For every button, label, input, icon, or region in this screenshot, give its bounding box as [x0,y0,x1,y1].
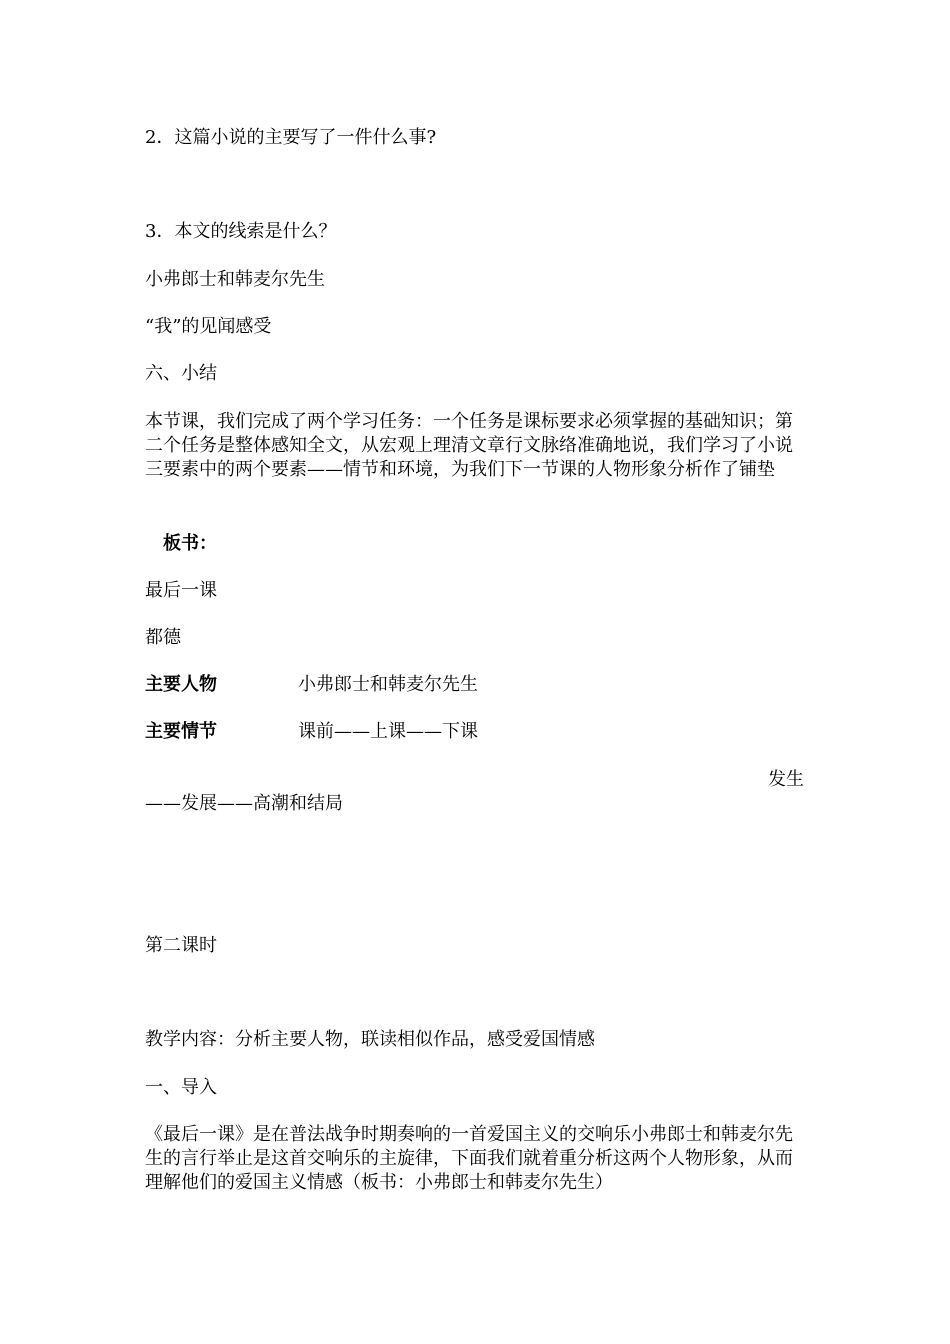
board-title: 最后一课 [145,580,217,601]
plot-label: 主要情节 [145,721,217,742]
characters-label: 主要人物 [145,674,217,695]
intro-paragraph: 《最后一课》是在普法战争时期奏响的一首爱国主义的交响乐小弗郎士和韩麦尔先生的言行举止是这首交响乐的主旋律，下面我们就着重分析这两个人物形象，从而理解他们的爱国主义情感（板书：小弗郎士和韩麦尔先生） [145,1124,793,1193]
plot-value: 课前——上课——下课 [298,721,478,742]
board-label: 板书： [163,533,217,554]
board-author: 都德 [145,627,181,648]
intro-heading: 一、导入 [145,1077,217,1098]
clue-line-2: “我”的见闻感受 [145,316,272,337]
lesson-2-content: 教学内容：分析主要人物，联读相似作品，感受爱国情感 [145,1029,595,1050]
question-3: 3．本文的线索是什么？ [145,221,337,242]
summary-heading: 六、小结 [145,363,217,384]
clue-line-1: 小弗郎士和韩麦尔先生 [145,269,325,290]
lesson-2-title: 第二课时 [145,935,217,956]
characters-value: 小弗郎士和韩麦尔先生 [298,674,478,695]
summary-paragraph: 本节课，我们完成了两个学习任务：一个任务是课标要求必须掌握的基础知识；第二个任务是整体感知全文，从宏观上理清文章行文脉络准确地说，我们学习了小说三要素中的两个要素——情节和环境，为我们下一节课的人物形象分析作了铺垫 [145,411,793,480]
plot-stage-rest: ——发展——高潮和结局 [145,793,343,814]
plot-stage-start: 发生 [768,769,804,790]
question-2: 2．这篇小说的主要写了一件什么事? [145,127,437,148]
